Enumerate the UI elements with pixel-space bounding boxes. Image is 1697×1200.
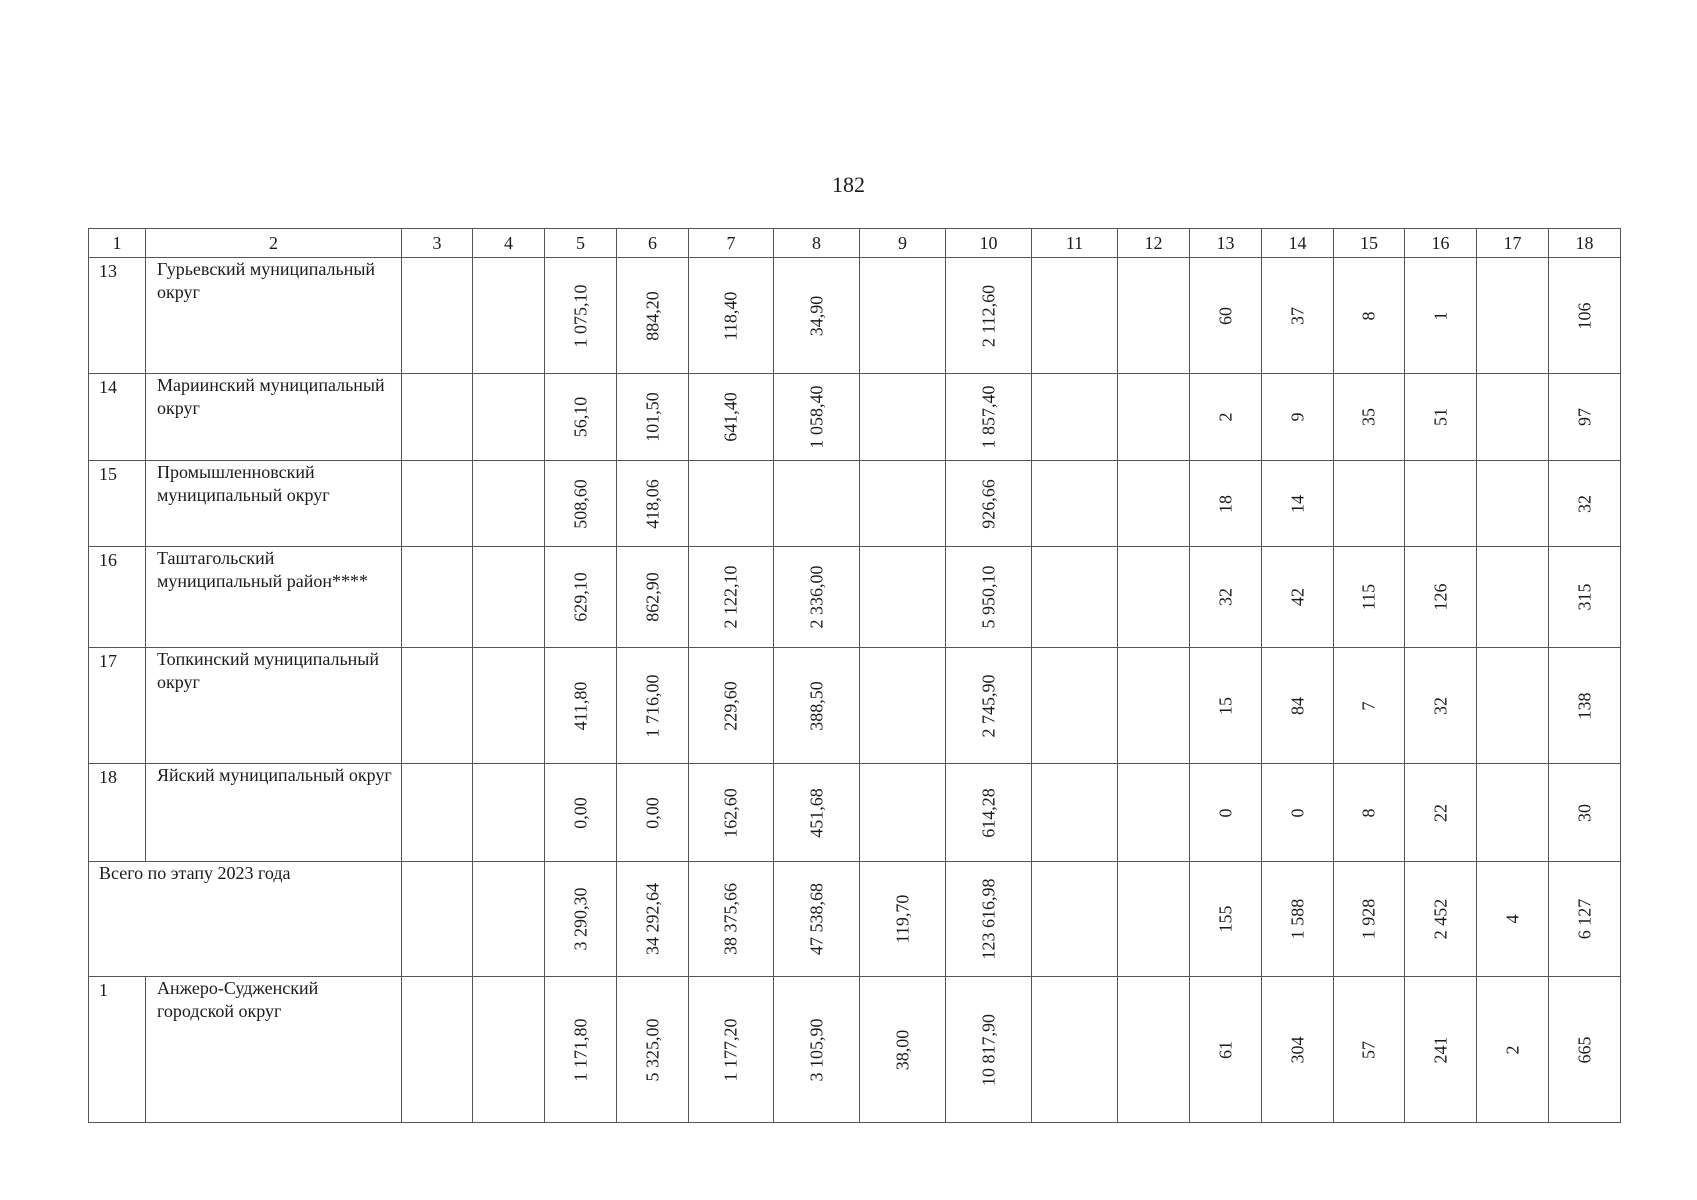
value-cell-c12	[1118, 648, 1190, 764]
cell-value: 5 950,10	[978, 565, 998, 629]
value-cell-c17	[1477, 461, 1549, 547]
value-cell-c16	[1405, 258, 1477, 374]
table-row	[89, 258, 1621, 374]
value-cell-c5	[545, 547, 617, 648]
cell-value: 304	[1287, 1036, 1307, 1063]
value-cell-c9	[860, 547, 946, 648]
value-cell-c12	[1118, 258, 1190, 374]
cell-value: 388,50	[806, 680, 826, 731]
cell-value: 418,06	[642, 478, 662, 529]
value-cell-c18	[1549, 648, 1621, 764]
cell-value: 35	[1358, 408, 1379, 426]
cell-value: 123 616,98	[978, 878, 998, 960]
cell-value: 34 292,64	[642, 883, 662, 955]
header-cell: 13	[1190, 229, 1262, 258]
cell-value: 106	[1574, 302, 1594, 329]
row-number: 15	[89, 461, 146, 547]
value-cell-c6	[617, 862, 689, 977]
value-cell-c18	[1549, 461, 1621, 547]
value-cell-c14	[1262, 764, 1334, 862]
cell-value: 1 058,40	[806, 385, 826, 449]
header-cell: 12	[1118, 229, 1190, 258]
value-cell-c10	[946, 461, 1032, 547]
cell-value: 6 127	[1574, 898, 1594, 940]
cell-value: 56,10	[570, 396, 590, 438]
header-cell: 9	[860, 229, 946, 258]
value-cell-c4	[473, 258, 545, 374]
cell-value: 2	[1502, 1045, 1522, 1054]
value-cell-c18	[1549, 258, 1621, 374]
cell-value: 10 817,90	[978, 1013, 998, 1086]
cell-value: 451,68	[806, 787, 826, 838]
cell-value: 508,60	[570, 478, 590, 529]
municipality-name: Промышленновский муниципальный округ	[146, 461, 402, 547]
cell-value: 60	[1215, 306, 1235, 325]
data-table	[88, 228, 1621, 1123]
total-row	[89, 862, 1621, 977]
value-cell-c6	[617, 461, 689, 547]
value-cell-c5	[545, 258, 617, 374]
cell-value: 126	[1430, 583, 1450, 611]
page-number: 182	[832, 172, 865, 197]
cell-value: 2 122,10	[720, 565, 741, 629]
table-row	[89, 547, 1621, 648]
value-cell-c13	[1190, 258, 1262, 374]
value-cell-c11	[1032, 648, 1118, 764]
value-cell-c5	[545, 461, 617, 547]
cell-value: 22	[1430, 803, 1450, 822]
cell-value: 119,70	[892, 894, 912, 944]
value-cell-c3	[402, 977, 473, 1123]
cell-value: 30	[1574, 803, 1594, 822]
value-cell-c18	[1549, 862, 1621, 977]
value-cell-c8	[774, 977, 860, 1123]
value-cell-c7	[689, 648, 774, 764]
municipality-name: Анжеро-Судженский городской округ	[146, 977, 402, 1123]
cell-value: 641,40	[720, 392, 741, 442]
cell-value: 38 375,66	[720, 883, 741, 955]
cell-value: 1 588	[1287, 898, 1307, 940]
value-cell-c16	[1405, 764, 1477, 862]
cell-value: 38,00	[892, 1029, 912, 1070]
header-cell: 10	[946, 229, 1032, 258]
cell-value: 1 857,40	[978, 385, 998, 449]
value-cell-c9	[860, 764, 946, 862]
value-cell-c15	[1334, 862, 1405, 977]
cell-value: 8	[1358, 808, 1379, 817]
value-cell-c7	[689, 764, 774, 862]
value-cell-c9	[860, 862, 946, 977]
cell-value: 3 290,30	[570, 887, 590, 951]
value-cell-c14	[1262, 374, 1334, 461]
header-cell: 14	[1262, 229, 1334, 258]
value-cell-c14	[1262, 862, 1334, 977]
table-row	[89, 764, 1621, 862]
cell-value: 1 075,10	[570, 284, 590, 347]
value-cell-c4	[473, 374, 545, 461]
value-cell-c9	[860, 977, 946, 1123]
municipality-name: Яйский муниципальный округ	[146, 764, 402, 862]
cell-value: 0	[1215, 808, 1235, 817]
value-cell-c10	[946, 258, 1032, 374]
value-cell-c7	[689, 862, 774, 977]
value-cell-c5	[545, 374, 617, 461]
value-cell-c4	[473, 547, 545, 648]
municipality-name: Таштагольский муниципальный район****	[146, 547, 402, 648]
header-cell: 3	[402, 229, 473, 258]
cell-value: 315	[1574, 583, 1594, 611]
value-cell-c10	[946, 862, 1032, 977]
value-cell-c4	[473, 862, 545, 977]
value-cell-c5	[545, 977, 617, 1123]
cell-value: 4	[1502, 914, 1522, 924]
header-cell: 17	[1477, 229, 1549, 258]
value-cell-c5	[545, 862, 617, 977]
cell-value: 665	[1574, 1036, 1594, 1063]
value-cell-c17	[1477, 648, 1549, 764]
value-cell-c7	[689, 258, 774, 374]
cell-value: 241	[1430, 1036, 1450, 1063]
value-cell-c16	[1405, 862, 1477, 977]
value-cell-c17	[1477, 764, 1549, 862]
cell-value: 162,60	[720, 787, 741, 838]
cell-value: 115	[1358, 583, 1379, 611]
cell-value: 32	[1215, 588, 1235, 606]
value-cell-c4	[473, 764, 545, 862]
row-number: 1	[89, 977, 146, 1123]
value-cell-c11	[1032, 461, 1118, 547]
value-cell-c6	[617, 258, 689, 374]
cell-value: 1 177,20	[720, 1018, 741, 1081]
value-cell-c18	[1549, 547, 1621, 648]
value-cell-c4	[473, 977, 545, 1123]
cell-value: 101,50	[642, 392, 662, 442]
cell-value: 229,60	[720, 680, 741, 731]
value-cell-c13	[1190, 648, 1262, 764]
header-cell: 15	[1334, 229, 1405, 258]
row-number: 14	[89, 374, 146, 461]
value-cell-c10	[946, 547, 1032, 648]
value-cell-c14	[1262, 977, 1334, 1123]
cell-value: 14	[1287, 494, 1307, 513]
value-cell-c3	[402, 764, 473, 862]
value-cell-c9	[860, 258, 946, 374]
cell-value: 2 452	[1430, 898, 1450, 940]
value-cell-c16	[1405, 461, 1477, 547]
table-row	[89, 374, 1621, 461]
value-cell-c14	[1262, 648, 1334, 764]
cell-value: 32	[1430, 696, 1450, 715]
value-cell-c6	[617, 648, 689, 764]
row-number: 13	[89, 258, 146, 374]
header-cell: 7	[689, 229, 774, 258]
value-cell-c5	[545, 764, 617, 862]
cell-value: 926,66	[978, 478, 998, 529]
header-cell: 1	[89, 229, 146, 258]
value-cell-c3	[402, 258, 473, 374]
value-cell-c6	[617, 977, 689, 1123]
value-cell-c15	[1334, 461, 1405, 547]
cell-value: 2 336,00	[806, 565, 826, 629]
value-cell-c8	[774, 374, 860, 461]
municipality-name: Гурьевский муниципальный округ	[146, 258, 402, 374]
value-cell-c9	[860, 461, 946, 547]
header-cell: 11	[1032, 229, 1118, 258]
table-row	[89, 977, 1621, 1123]
cell-value: 2	[1215, 412, 1235, 422]
total-label: Всего по этапу 2023 года	[89, 862, 402, 977]
municipality-name: Мариинский муниципальный округ	[146, 374, 402, 461]
value-cell-c15	[1334, 764, 1405, 862]
cell-value: 884,20	[642, 290, 662, 341]
value-cell-c7	[689, 977, 774, 1123]
cell-value: 18	[1215, 494, 1235, 513]
cell-value: 47 538,68	[806, 883, 826, 955]
cell-value: 5 325,00	[642, 1018, 662, 1081]
value-cell-c8	[774, 258, 860, 374]
value-cell-c17	[1477, 547, 1549, 648]
value-cell-c16	[1405, 547, 1477, 648]
value-cell-c5	[545, 648, 617, 764]
value-cell-c3	[402, 862, 473, 977]
value-cell-c18	[1549, 977, 1621, 1123]
value-cell-c16	[1405, 977, 1477, 1123]
cell-value: 2 745,90	[978, 674, 998, 737]
value-cell-c9	[860, 648, 946, 764]
cell-value: 2 112,60	[978, 284, 998, 347]
value-cell-c11	[1032, 374, 1118, 461]
value-cell-c13	[1190, 547, 1262, 648]
header-cell: 16	[1405, 229, 1477, 258]
value-cell-c12	[1118, 547, 1190, 648]
row-number: 16	[89, 547, 146, 648]
cell-value: 42	[1287, 588, 1307, 606]
value-cell-c12	[1118, 374, 1190, 461]
cell-value: 1 928	[1358, 898, 1379, 940]
value-cell-c13	[1190, 977, 1262, 1123]
cell-value: 862,90	[642, 572, 662, 622]
cell-value: 0	[1287, 808, 1307, 817]
value-cell-c17	[1477, 977, 1549, 1123]
value-cell-c4	[473, 648, 545, 764]
value-cell-c10	[946, 648, 1032, 764]
value-cell-c3	[402, 374, 473, 461]
value-cell-c12	[1118, 862, 1190, 977]
value-cell-c15	[1334, 977, 1405, 1123]
value-cell-c10	[946, 977, 1032, 1123]
value-cell-c15	[1334, 258, 1405, 374]
cell-value: 61	[1215, 1040, 1235, 1059]
value-cell-c11	[1032, 862, 1118, 977]
table-row	[89, 461, 1621, 547]
cell-value: 57	[1358, 1040, 1379, 1059]
cell-value: 8	[1358, 311, 1379, 320]
value-cell-c18	[1549, 764, 1621, 862]
value-cell-c17	[1477, 862, 1549, 977]
header-cell: 6	[617, 229, 689, 258]
value-cell-c15	[1334, 547, 1405, 648]
value-cell-c11	[1032, 258, 1118, 374]
cell-value: 15	[1215, 696, 1235, 715]
value-cell-c12	[1118, 764, 1190, 862]
value-cell-c13	[1190, 764, 1262, 862]
cell-value: 0,00	[642, 796, 662, 829]
cell-value: 138	[1574, 692, 1594, 719]
value-cell-c3	[402, 648, 473, 764]
value-cell-c14	[1262, 258, 1334, 374]
value-cell-c6	[617, 547, 689, 648]
cell-value: 51	[1430, 408, 1450, 426]
cell-value: 155	[1215, 905, 1235, 933]
cell-value: 629,10	[570, 572, 590, 622]
value-cell-c7	[689, 374, 774, 461]
cell-value: 1	[1430, 311, 1450, 320]
cell-value: 7	[1358, 701, 1379, 710]
header-cell: 2	[146, 229, 402, 258]
value-cell-c4	[473, 461, 545, 547]
cell-value: 9	[1287, 412, 1307, 422]
value-cell-c8	[774, 764, 860, 862]
value-cell-c8	[774, 648, 860, 764]
header-cell: 8	[774, 229, 860, 258]
cell-value: 1 716,00	[642, 674, 662, 737]
value-cell-c7	[689, 547, 774, 648]
value-cell-c11	[1032, 764, 1118, 862]
value-cell-c6	[617, 374, 689, 461]
value-cell-c11	[1032, 977, 1118, 1123]
table-row	[89, 648, 1621, 764]
cell-value: 97	[1574, 408, 1594, 426]
value-cell-c8	[774, 461, 860, 547]
header-cell: 4	[473, 229, 545, 258]
value-cell-c6	[617, 764, 689, 862]
value-cell-c9	[860, 374, 946, 461]
value-cell-c8	[774, 547, 860, 648]
value-cell-c15	[1334, 648, 1405, 764]
value-cell-c11	[1032, 547, 1118, 648]
cell-value: 37	[1287, 306, 1307, 325]
header-cell: 18	[1549, 229, 1621, 258]
cell-value: 34,90	[806, 295, 826, 336]
value-cell-c8	[774, 862, 860, 977]
header-cell: 5	[545, 229, 617, 258]
header-row	[89, 229, 1621, 258]
value-cell-c14	[1262, 547, 1334, 648]
value-cell-c3	[402, 547, 473, 648]
value-cell-c10	[946, 374, 1032, 461]
value-cell-c14	[1262, 461, 1334, 547]
value-cell-c13	[1190, 461, 1262, 547]
municipality-name: Топкинский муниципальный округ	[146, 648, 402, 764]
cell-value: 614,28	[978, 787, 998, 838]
value-cell-c17	[1477, 374, 1549, 461]
row-number: 18	[89, 764, 146, 862]
value-cell-c16	[1405, 648, 1477, 764]
cell-value: 32	[1574, 494, 1594, 513]
cell-value: 411,80	[570, 681, 590, 730]
value-cell-c3	[402, 461, 473, 547]
value-cell-c16	[1405, 374, 1477, 461]
cell-value: 0,00	[570, 796, 590, 829]
row-number: 17	[89, 648, 146, 764]
value-cell-c17	[1477, 258, 1549, 374]
cell-value: 84	[1287, 696, 1307, 715]
value-cell-c13	[1190, 862, 1262, 977]
cell-value: 1 171,80	[570, 1018, 590, 1081]
value-cell-c13	[1190, 374, 1262, 461]
cell-value: 3 105,90	[806, 1018, 826, 1081]
value-cell-c12	[1118, 461, 1190, 547]
value-cell-c18	[1549, 374, 1621, 461]
cell-value: 118,40	[720, 291, 741, 340]
value-cell-c7	[689, 461, 774, 547]
value-cell-c10	[946, 764, 1032, 862]
value-cell-c15	[1334, 374, 1405, 461]
value-cell-c12	[1118, 977, 1190, 1123]
